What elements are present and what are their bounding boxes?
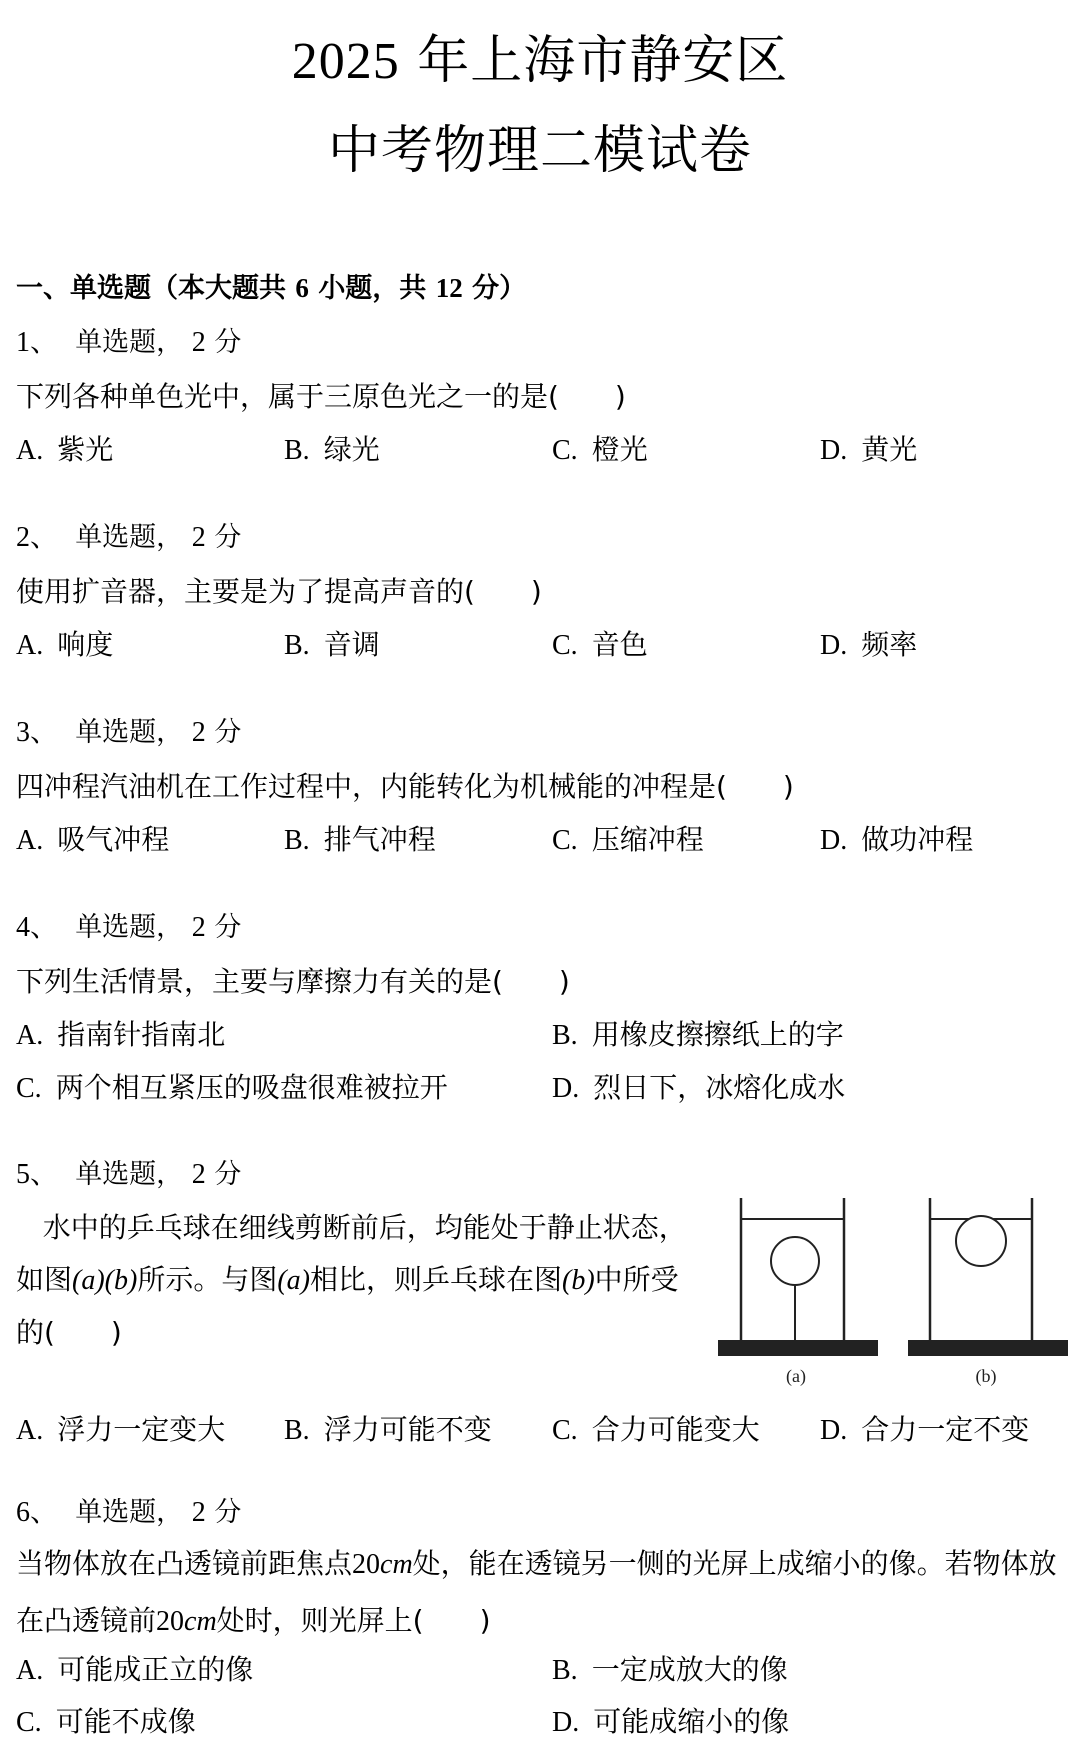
question-points-unit: 分 — [214, 912, 242, 943]
option-text: 音色 — [591, 628, 648, 661]
option-b[interactable] — [284, 428, 380, 468]
section-score: 12 — [435, 273, 463, 303]
option-letter: B. — [552, 1655, 578, 1686]
option-d[interactable] — [820, 428, 917, 468]
question-points: 2 — [191, 912, 206, 943]
option-c[interactable] — [16, 1066, 448, 1106]
question-points-unit: 分 — [214, 522, 242, 553]
option-letter: B. — [552, 1020, 578, 1051]
option-text: 黄光 — [861, 433, 918, 466]
question-type: 单选题， — [75, 327, 184, 358]
option-text: 频率 — [861, 628, 918, 661]
option-d[interactable] — [552, 1700, 789, 1740]
question-number: 4、 — [16, 912, 59, 943]
option-text: 指南针指南北 — [57, 1018, 226, 1051]
option-letter: D. — [820, 435, 848, 466]
option-text: 音调 — [323, 628, 380, 661]
option-letter: B. — [284, 1415, 310, 1446]
option-a[interactable] — [16, 818, 169, 858]
option-letter: A. — [16, 1655, 44, 1686]
question-6-stem — [16, 1536, 1066, 1650]
title-year: 2025 — [291, 33, 400, 90]
option-text: 吸气冲程 — [57, 823, 170, 856]
question-2-header — [16, 515, 241, 555]
question-points-unit: 分 — [214, 717, 242, 748]
option-text: 可能不成像 — [55, 1705, 196, 1738]
base-a — [718, 1340, 878, 1356]
section-count: 6 — [295, 273, 309, 303]
option-a[interactable] — [16, 1408, 225, 1448]
question-5-stem — [16, 1202, 696, 1359]
question-3-header — [16, 710, 241, 750]
buoyancy-figure — [716, 1190, 1068, 1390]
section-header — [16, 266, 526, 305]
option-a[interactable] — [16, 623, 113, 663]
question-points: 2 — [191, 522, 206, 553]
option-a[interactable] — [16, 1013, 225, 1053]
option-letter: D. — [552, 1073, 580, 1104]
question-type: 单选题， — [75, 1159, 184, 1190]
option-letter: C. — [552, 630, 578, 661]
question-5-header — [16, 1152, 241, 1192]
question-number: 1、 — [16, 327, 59, 358]
option-text: 合力可能变大 — [591, 1413, 760, 1446]
option-b[interactable] — [552, 1013, 844, 1053]
option-letter: D. — [820, 630, 848, 661]
page-title-line2: 中考物理二模试卷 — [327, 121, 752, 181]
option-text: 做功冲程 — [861, 823, 974, 856]
question-number: 3、 — [16, 717, 59, 748]
base-b — [908, 1340, 1068, 1356]
stem-text: 相比，则乒乓球在图 — [309, 1263, 562, 1296]
question-3-stem: 四冲程汽油机在工作过程中，内能转化为机械能的冲程是( ) — [16, 770, 794, 803]
option-letter: D. — [820, 1415, 848, 1446]
question-4-header — [16, 905, 241, 945]
section-label: 一、单选题（本大题共 — [16, 273, 286, 304]
option-text: 压缩冲程 — [591, 823, 704, 856]
option-text: 响度 — [57, 628, 114, 661]
option-text: 紫光 — [57, 433, 114, 466]
option-d[interactable] — [820, 1408, 1029, 1448]
option-text: 两个相互紧压的吸盘很难被拉开 — [55, 1071, 448, 1104]
stem-text: 水中的乒乓球在细线剪断前后，均能处于静止状态，如图 — [16, 1211, 687, 1296]
stem-text: 所示。与图 — [137, 1263, 278, 1296]
option-letter: D. — [552, 1707, 580, 1738]
section-end: 分） — [472, 273, 527, 304]
option-text: 可能成缩小的像 — [593, 1705, 790, 1738]
section-mid: 小题，共 — [318, 273, 427, 304]
option-c[interactable] — [16, 1700, 196, 1740]
option-text: 合力一定不变 — [861, 1413, 1030, 1446]
question-type: 单选题， — [75, 912, 184, 943]
option-letter: A. — [16, 825, 44, 856]
option-c[interactable] — [552, 428, 648, 468]
option-b[interactable] — [284, 818, 436, 858]
stem-text: 处时，则光屏上( ) — [216, 1604, 491, 1637]
question-4-stem: 下列生活情景，主要与摩擦力有关的是( ) — [16, 965, 570, 998]
question-6-header — [16, 1490, 241, 1530]
option-b[interactable] — [284, 1408, 492, 1448]
question-1-header — [16, 320, 241, 360]
option-letter: A. — [16, 435, 44, 466]
option-b[interactable] — [552, 1648, 788, 1688]
option-letter: D. — [820, 825, 848, 856]
question-points-unit: 分 — [214, 1159, 242, 1190]
question-number: 5、 — [16, 1159, 59, 1190]
option-text: 可能成正立的像 — [57, 1653, 254, 1686]
ping-pong-ball-a — [771, 1237, 819, 1285]
question-1-stem: 下列各种单色光中，属于三原色光之一的是( ) — [16, 380, 626, 413]
option-letter: C. — [552, 825, 578, 856]
option-text: 用橡皮擦擦纸上的字 — [591, 1018, 844, 1051]
question-points-unit: 分 — [214, 327, 242, 358]
figure-label-a: (a) — [786, 1366, 806, 1386]
figure-label-b: (b) — [975, 1366, 997, 1386]
option-d[interactable] — [820, 818, 973, 858]
option-text: 排气冲程 — [323, 823, 436, 856]
question-type: 单选题， — [75, 717, 184, 748]
stem-symbol: (a)(b) — [72, 1265, 138, 1296]
stem-text: 当物体放在凸透镜前距焦点 — [16, 1547, 353, 1580]
option-letter: A. — [16, 1415, 44, 1446]
title-line1-rest: 年上海市静安区 — [417, 31, 789, 91]
option-a[interactable] — [16, 1648, 253, 1688]
option-letter: A. — [16, 630, 44, 661]
option-text: 橙光 — [591, 433, 648, 466]
option-letter: C. — [552, 1415, 578, 1446]
question-points: 2 — [191, 717, 206, 748]
option-text: 绿光 — [323, 433, 380, 466]
option-text: 浮力一定变大 — [57, 1413, 226, 1446]
option-letter: B. — [284, 825, 310, 856]
option-letter: C. — [16, 1707, 42, 1738]
option-d[interactable] — [820, 623, 917, 663]
option-letter: B. — [284, 435, 310, 466]
question-points-unit: 分 — [214, 1497, 242, 1528]
figure-b — [908, 1198, 1068, 1387]
question-number: 6、 — [16, 1497, 59, 1528]
question-2-stem: 使用扩音器，主要是为了提高声音的( ) — [16, 575, 542, 608]
stem-unit: cm — [184, 1606, 217, 1637]
stem-unit: cm — [380, 1549, 413, 1580]
option-c[interactable] — [552, 623, 648, 663]
option-c[interactable] — [552, 1408, 760, 1448]
question-points: 2 — [191, 1159, 206, 1190]
stem-number: 20 — [352, 1549, 381, 1580]
question-number: 2、 — [16, 522, 59, 553]
option-letter: C. — [16, 1073, 42, 1104]
option-letter: C. — [552, 435, 578, 466]
option-letter: B. — [284, 630, 310, 661]
stem-text: 中所受的( ) — [16, 1263, 679, 1349]
figure-a — [718, 1198, 878, 1387]
question-type: 单选题， — [75, 1497, 184, 1528]
stem-number: 20 — [156, 1606, 185, 1637]
question-points: 2 — [191, 1497, 206, 1528]
option-a[interactable] — [16, 428, 113, 468]
option-text: 一定成放大的像 — [591, 1653, 788, 1686]
question-points: 2 — [191, 327, 206, 358]
option-text: 烈日下，冰熔化成水 — [593, 1071, 846, 1104]
stem-text: 处，能在透镜另一侧的光屏上成缩小的像。若物体放在凸透镜前 — [16, 1547, 1057, 1637]
option-c[interactable] — [552, 818, 704, 858]
option-letter: A. — [16, 1020, 44, 1051]
stem-symbol: (b) — [562, 1265, 595, 1296]
ping-pong-ball-b — [956, 1216, 1006, 1266]
question-type: 单选题， — [75, 522, 184, 553]
option-text: 浮力可能不变 — [323, 1413, 492, 1446]
option-b[interactable] — [284, 623, 380, 663]
option-d[interactable] — [552, 1066, 845, 1106]
stem-symbol: (a) — [277, 1265, 310, 1296]
page-title-line1 — [0, 18, 1080, 93]
